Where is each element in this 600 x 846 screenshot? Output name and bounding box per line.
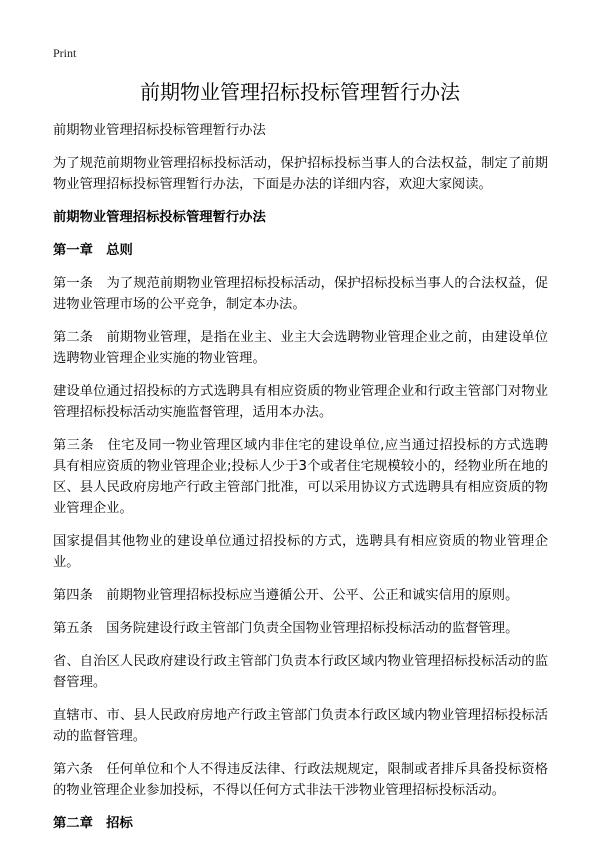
article-paragraph: 国家提倡其他物业的建设单位通过招投标的方式，选聘具有相应资质的物业管理企业。 bbox=[53, 534, 548, 570]
article-paragraph: 省、自治区人民政府建设行政主管部门负责本行政区域内物业管理招标投标活动的监督管理。 bbox=[53, 654, 548, 690]
article-paragraph: 第一条 为了规范前期物业管理招标投标活动，保护招标投标当事人的合法权益，促进物业管理市场的公平竞争，制定本办法。 bbox=[53, 276, 548, 312]
article-paragraph: 第五条 国务院建设行政主管部门负责全国物业管理招标投标活动的监督管理。 bbox=[53, 621, 519, 636]
article-paragraph: 直辖市、市、县人民政府房地产行政主管部门负责本行政区域内物业管理招标投标活动的监督管理。 bbox=[53, 708, 548, 744]
article-paragraph: 第六条 任何单位和个人不得违反法律、行政法规规定，限制或者排斥具备投标资格的物业管理企业参加投标，不得以任何方式非法干涉物业管理招标投标活动。 bbox=[53, 762, 548, 798]
intro-paragraph: 为了规范前期物业管理招标投标活动，保护招标投标当事人的合法权益，制定了前期物业管理招标投标管理暂行办法，下面是办法的详细内容，欢迎大家阅读。 bbox=[53, 156, 548, 192]
print-link[interactable]: Print bbox=[53, 46, 77, 60]
article-paragraph: 第四条 前期物业管理招标投标应当遵循公开、公平、公正和诚实信用的原则。 bbox=[53, 588, 519, 603]
document-body bbox=[53, 120, 548, 846]
article-paragraph: 第二条 前期物业管理，是指在业主、业主大会选聘物业管理企业之前，由建设单位选聘物业管理企业实施的物业管理。 bbox=[53, 330, 548, 366]
chapter-heading-2: 第二章 招标 bbox=[53, 816, 133, 831]
article-paragraph: 第三条 住宅及同一物业管理区域内非住宅的建设单位,应当通过招投标的方式选聘具有相应资质的物业管理企业;投标人少于3个或者住宅规模较小的，经物业所在地的区、县人民政府房地产行政主管部门批准，可以采用协议方式选聘具有相应资质的物业管理企业。 bbox=[53, 438, 548, 516]
document-subtitle: 前期物业管理招标投标管理暂行办法 bbox=[53, 123, 266, 138]
article-paragraph: 建设单位通过招投标的方式选聘具有相应资质的物业管理企业和行政主管部门对物业管理招标投标活动实施监督管理，适用本办法。 bbox=[53, 384, 548, 420]
chapter-heading-1: 第一章 总则 bbox=[53, 243, 133, 258]
page-title: 前期物业管理招标投标管理暂行办法 bbox=[140, 80, 460, 104]
section-heading: 前期物业管理招标投标管理暂行办法 bbox=[53, 210, 266, 225]
